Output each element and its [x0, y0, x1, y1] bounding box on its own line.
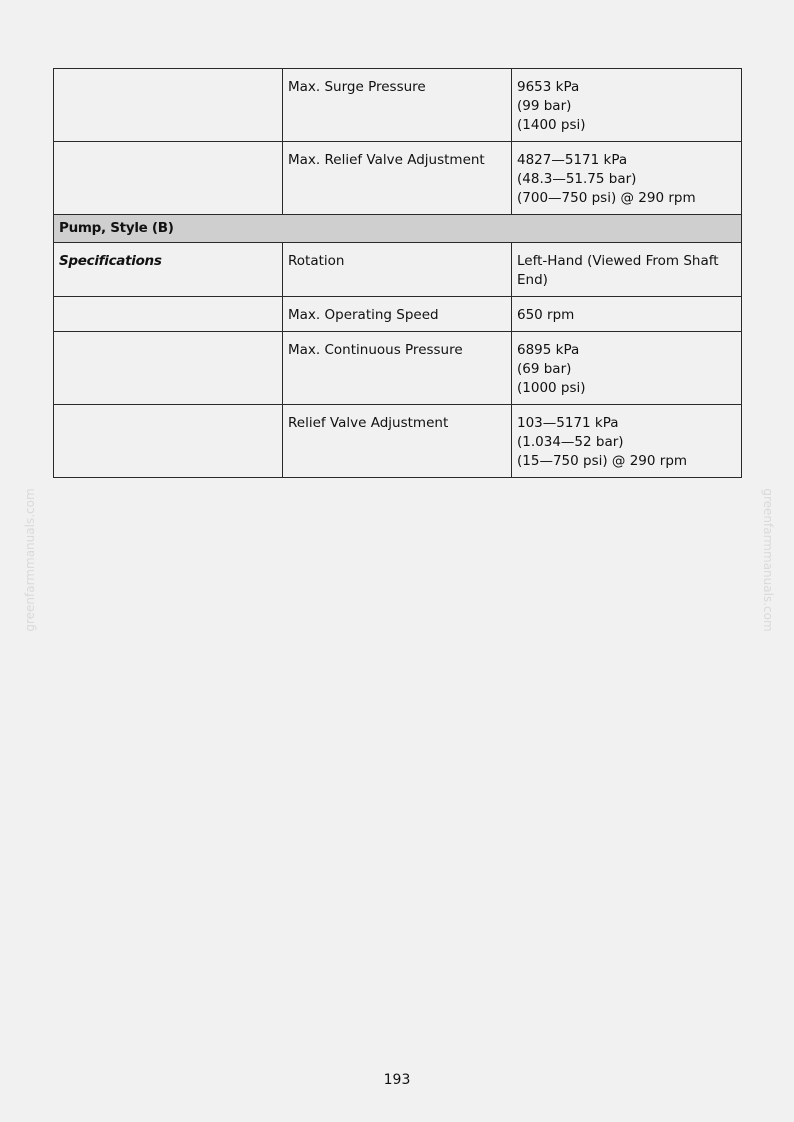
row-label-cell — [54, 297, 283, 332]
value-line: 6895 kPa — [517, 342, 580, 358]
parameter-cell: Max. Surge Pressure — [283, 69, 512, 142]
table-row — [54, 297, 742, 332]
table-row — [54, 332, 742, 405]
value-line: 9653 kPa — [517, 79, 580, 95]
value-line: Left-Hand (Viewed From Shaft End) — [517, 253, 719, 288]
value-cell — [512, 69, 742, 142]
row-label-cell — [54, 142, 283, 215]
parameter-cell: Max. Relief Valve Adjustment — [283, 142, 512, 215]
value-cell — [512, 405, 742, 478]
value-cell — [512, 297, 742, 332]
value-line: 650 rpm — [517, 307, 575, 323]
parameter-cell: Relief Valve Adjustment — [283, 405, 512, 478]
table-row — [54, 243, 742, 297]
row-label-cell — [54, 69, 283, 142]
value-line: (1000 psi) — [517, 380, 586, 396]
value-cell — [512, 243, 742, 297]
value-line: (99 bar) — [517, 98, 572, 114]
table-row — [54, 142, 742, 215]
parameter-cell: Max. Continuous Pressure — [283, 332, 512, 405]
parameter-cell: Rotation — [283, 243, 512, 297]
table-row — [54, 69, 742, 142]
row-label-cell — [54, 332, 283, 405]
value-line: (1.034—52 bar) — [517, 434, 624, 450]
row-label-cell: Specifications — [54, 243, 283, 297]
value-line: 4827—5171 kPa — [517, 152, 628, 168]
row-label-cell — [54, 405, 283, 478]
section-header-row — [54, 215, 742, 243]
page-number: 193 — [383, 1072, 411, 1088]
value-line: (15—750 psi) @ 290 rpm — [517, 453, 688, 469]
parameter-cell: Max. Operating Speed — [283, 297, 512, 332]
value-cell — [512, 142, 742, 215]
value-cell — [512, 332, 742, 405]
value-line: (700—750 psi) @ 290 rpm — [517, 190, 696, 206]
value-line: 103—5171 kPa — [517, 415, 619, 431]
value-line: (48.3—51.75 bar) — [517, 171, 637, 187]
section-title: Pump, Style (B) — [54, 215, 742, 243]
table-row — [54, 405, 742, 478]
watermark-right: greenfarmmanuals.com — [761, 488, 775, 632]
spec-table — [53, 68, 742, 478]
value-line: (69 bar) — [517, 361, 572, 377]
watermark-left: greenfarmmanuals.com — [23, 488, 37, 632]
value-line: (1400 psi) — [517, 117, 586, 133]
